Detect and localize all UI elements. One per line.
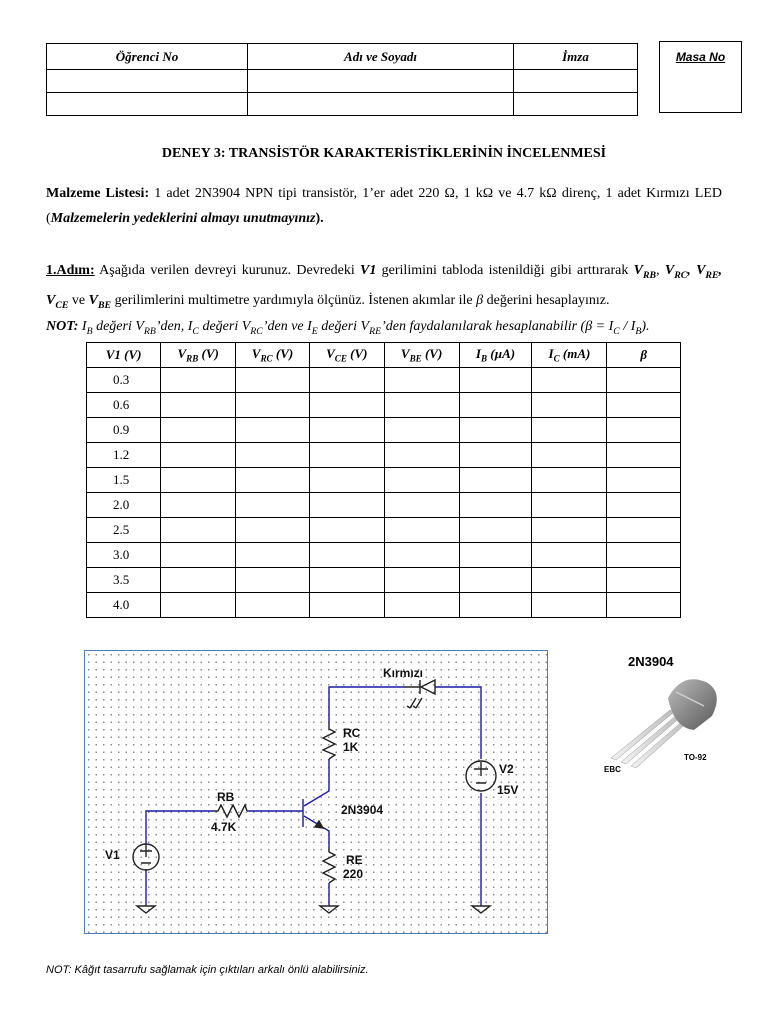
measurement-cell[interactable]	[309, 443, 384, 468]
measurement-cell[interactable]	[459, 518, 532, 543]
wire-led-v2	[435, 687, 481, 759]
signature-cell-2[interactable]	[514, 93, 638, 116]
header-signature: İmza	[514, 44, 638, 70]
measurement-cell[interactable]	[532, 468, 607, 493]
measurement-cell[interactable]	[236, 393, 310, 418]
ground-v2	[472, 906, 490, 913]
circuit-svg	[85, 651, 547, 933]
column-header: V1 (V)	[87, 343, 161, 368]
footer-note: NOT: Kâğıt tasarrufu sağlamak için çıktıları arkalı önlü alabilirsiniz.	[46, 964, 369, 976]
measurement-cell[interactable]	[459, 593, 532, 618]
v1-value-cell: 2.5	[87, 518, 161, 543]
wire-emitter-re	[304, 816, 329, 847]
step1-paragraph: 1.Adım: Aşağıda verilen devreyi kurunuz. Devredeki V1 gerilimini tabloda istenildiği gibi arttırarak $V_{RB}$, $V_{RC}$, $V_{RE}$, $V_{CE}$ ve $V_{BE}$ gerilimlerini multimetre yardımıyla ölçünüz. İstenen akımlar ile β değerini hesaplayınız.	[46, 263, 722, 311]
measurement-cell[interactable]	[309, 593, 384, 618]
measurement-cell[interactable]	[161, 593, 236, 618]
table-row	[87, 443, 681, 468]
measurement-cell[interactable]	[384, 393, 459, 418]
column-header: $I_C$ (mA)	[532, 343, 607, 368]
calculation-note: NOT: $I_B$ değeri $V_{RB}’den$, $I_C$ değeri $V_{RC}’den$ ve $I_E$ değeri $V_{RE}’den$ faydalanılarak hesaplanabilir $(\beta = I_C / I_B)$.	[46, 319, 650, 337]
measurement-cell[interactable]	[459, 443, 532, 468]
measurement-cell[interactable]	[384, 493, 459, 518]
measurement-cell[interactable]	[161, 368, 236, 393]
measurement-cell[interactable]	[459, 543, 532, 568]
measurement-cell[interactable]	[532, 493, 607, 518]
v1-value-cell: 1.5	[87, 468, 161, 493]
v1-value-cell: 0.9	[87, 418, 161, 443]
measurement-cell[interactable]	[384, 518, 459, 543]
column-header: $V_{BE}$ (V)	[384, 343, 459, 368]
measurement-cell[interactable]	[459, 493, 532, 518]
measurement-cell[interactable]	[161, 518, 236, 543]
signature-cell-1[interactable]	[514, 70, 638, 93]
step1-label: 1.Adım:	[46, 263, 95, 278]
label-transistor: 2N3904	[341, 803, 384, 817]
label-rb-name: RB	[217, 790, 235, 804]
table-row	[87, 518, 681, 543]
wire-rc-top-led	[329, 687, 403, 723]
measurement-cell[interactable]	[161, 568, 236, 593]
v1-value-cell: 0.3	[87, 368, 161, 393]
measurement-cell[interactable]	[161, 443, 236, 468]
measurement-cell[interactable]	[607, 443, 681, 468]
resistor-re	[323, 847, 335, 883]
led-light-arrows	[407, 698, 422, 708]
label-re-name: RE	[346, 853, 363, 867]
measurement-cell[interactable]	[236, 468, 310, 493]
measurement-cell[interactable]	[236, 493, 310, 518]
led-diode	[421, 680, 435, 694]
transistor-package	[590, 648, 740, 778]
measurement-cell[interactable]	[459, 468, 532, 493]
measurement-cell[interactable]	[532, 443, 607, 468]
label-rc-value: 1K	[343, 740, 359, 754]
package-type: TO-92	[684, 753, 707, 762]
wire-v1-rb	[146, 811, 213, 845]
measurement-cell[interactable]	[236, 518, 310, 543]
table-row	[87, 418, 681, 443]
measurement-table-header	[87, 343, 681, 368]
wire-collector-rc	[304, 759, 329, 806]
measurement-cell[interactable]	[384, 568, 459, 593]
label-led: Kırmızı	[383, 666, 424, 680]
table-row	[87, 568, 681, 593]
measurement-cell[interactable]	[607, 393, 681, 418]
name-cell-1[interactable]	[248, 70, 514, 93]
measurement-cell[interactable]	[384, 468, 459, 493]
package-name: 2N3904	[628, 654, 674, 669]
measurement-cell[interactable]	[532, 593, 607, 618]
package-body	[668, 679, 717, 730]
measurement-cell[interactable]	[309, 518, 384, 543]
measurement-cell[interactable]	[161, 468, 236, 493]
table-row	[87, 543, 681, 568]
measurement-cell[interactable]	[459, 368, 532, 393]
ground-re	[320, 906, 338, 913]
measurement-cell[interactable]	[607, 568, 681, 593]
resistor-rc	[323, 723, 335, 759]
measurement-cell[interactable]	[607, 368, 681, 393]
label-v2-value: 15V	[497, 783, 519, 797]
table-row	[87, 593, 681, 618]
v1-value-cell: 4.0	[87, 593, 161, 618]
column-header: $I_B$ (µA)	[459, 343, 532, 368]
measurement-cell[interactable]	[532, 518, 607, 543]
header-student-no: Öğrenci No	[47, 44, 248, 70]
measurement-cell[interactable]	[384, 418, 459, 443]
measurement-cell[interactable]	[309, 468, 384, 493]
measurement-cell[interactable]	[532, 568, 607, 593]
header-name: Adı ve Soyadı	[248, 44, 514, 70]
v1-value-cell: 3.5	[87, 568, 161, 593]
column-header: β	[607, 343, 681, 368]
student-no-cell-1[interactable]	[47, 70, 248, 93]
resistor-rb	[213, 805, 247, 817]
ground-v1	[137, 906, 155, 913]
v1-value-cell: 1.2	[87, 443, 161, 468]
measurement-cell[interactable]	[236, 418, 310, 443]
desk-no-label: Masa No	[675, 50, 726, 64]
measurement-cell[interactable]	[607, 418, 681, 443]
transistor-emitter-arrow	[315, 821, 323, 828]
measurement-cell[interactable]	[532, 393, 607, 418]
materials-emphasis: Malzemelerin yedeklerini almayı unutmayınız	[50, 211, 316, 226]
desk-no-box[interactable]	[659, 41, 742, 113]
measurement-cell[interactable]	[384, 368, 459, 393]
student-info-table	[46, 43, 638, 116]
measurement-cell[interactable]	[607, 593, 681, 618]
measurement-cell[interactable]	[384, 543, 459, 568]
measurement-cell[interactable]	[236, 443, 310, 468]
measurement-cell[interactable]	[161, 418, 236, 443]
measurement-cell[interactable]	[384, 443, 459, 468]
materials-paragraph: Malzeme Listesi: 1 adet 2N3904 NPN tipi transistör, 1’er adet 220 Ω, 1 kΩ ve 4.7 kΩ direnç, 1 adet Kırmızı LED (Malzemelerin yedeklerini almayı unutmayınız).	[46, 186, 722, 226]
measurement-cell[interactable]	[309, 493, 384, 518]
v1-value-cell: 0.6	[87, 393, 161, 418]
v1-value-cell: 2.0	[87, 493, 161, 518]
label-v2: V2	[499, 762, 514, 776]
page-title: DENEY 3: TRANSİSTÖR KARAKTERİSTİKLERİNİN İNCELENMESİ	[161, 146, 607, 161]
measurement-cell[interactable]	[607, 518, 681, 543]
measurement-cell[interactable]	[459, 393, 532, 418]
measurement-cell[interactable]	[607, 493, 681, 518]
table-row	[87, 368, 681, 393]
package-pins: EBC	[604, 765, 621, 774]
circuit-schematic	[84, 650, 548, 934]
measurement-cell[interactable]	[459, 568, 532, 593]
label-rc-name: RC	[343, 726, 361, 740]
measurement-cell[interactable]	[309, 368, 384, 393]
column-header: $V_{RB}$ (V)	[161, 343, 236, 368]
label-v1: V1	[105, 848, 120, 862]
measurement-cell[interactable]	[459, 418, 532, 443]
measurement-cell[interactable]	[532, 543, 607, 568]
measurement-cell[interactable]	[309, 393, 384, 418]
v1-value-cell: 3.0	[87, 543, 161, 568]
measurement-cell[interactable]	[309, 543, 384, 568]
measurement-cell[interactable]	[236, 368, 310, 393]
table-row	[87, 493, 681, 518]
to92-svg	[590, 648, 740, 778]
table-row	[87, 393, 681, 418]
measurement-cell[interactable]	[236, 543, 310, 568]
measurement-cell[interactable]	[309, 418, 384, 443]
measurement-table	[86, 342, 681, 618]
measurement-cell[interactable]	[384, 593, 459, 618]
measurement-cell[interactable]	[236, 593, 310, 618]
table-row	[87, 468, 681, 493]
label-rb-value: 4.7K	[211, 820, 237, 834]
materials-label: Malzeme Listesi:	[46, 186, 150, 201]
measurement-cell[interactable]	[532, 368, 607, 393]
measurement-cell[interactable]	[161, 393, 236, 418]
measurement-cell[interactable]	[236, 568, 310, 593]
student-no-cell-2[interactable]	[47, 93, 248, 116]
measurement-cell[interactable]	[309, 568, 384, 593]
measurement-cell[interactable]	[607, 468, 681, 493]
measurement-cell[interactable]	[161, 493, 236, 518]
column-header: $V_{RC}$ (V)	[236, 343, 310, 368]
measurement-cell[interactable]	[161, 543, 236, 568]
name-cell-2[interactable]	[248, 93, 514, 116]
measurement-cell[interactable]	[607, 543, 681, 568]
measurement-cell[interactable]	[532, 418, 607, 443]
label-re-value: 220	[343, 867, 364, 881]
column-header: $V_{CE}$ (V)	[309, 343, 384, 368]
